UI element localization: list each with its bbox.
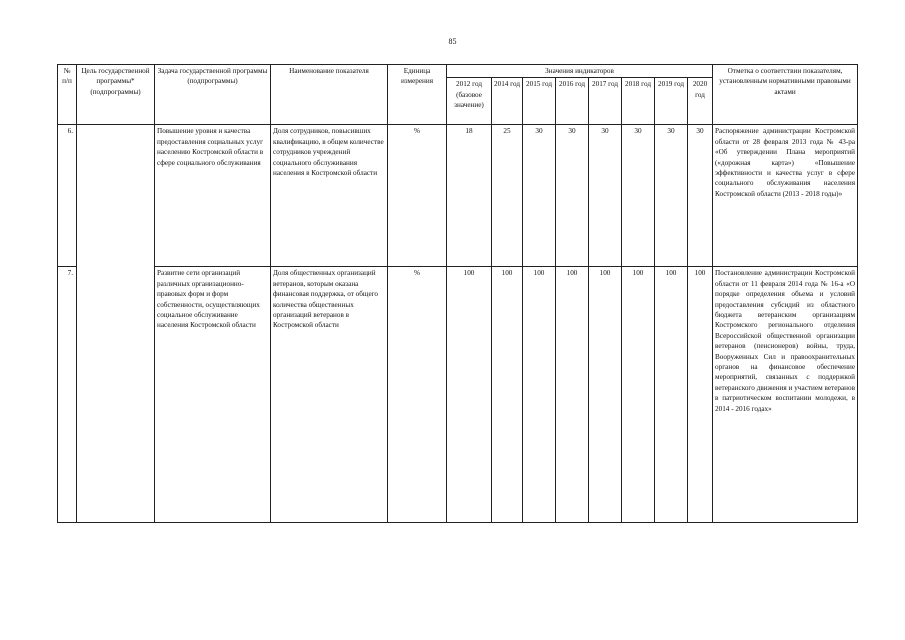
indicator-cell: Доля сотрудников, повысивших квалификацию, в общем количестве сотрудников учреждений социального обслуживания населения в Костромской области: [271, 125, 388, 267]
value-cell: 30: [589, 125, 622, 267]
value-cell: 100: [447, 267, 492, 523]
header-year: 2019 год: [655, 78, 688, 125]
value-cell: 100: [589, 267, 622, 523]
unit-cell: %: [388, 125, 447, 267]
table-row: [58, 267, 858, 523]
header-year: 2020 год: [688, 78, 713, 125]
value-cell: 30: [688, 125, 713, 267]
header-indicator: Наименование показателя: [271, 65, 388, 125]
value-cell: 100: [688, 267, 713, 523]
note-cell: Постановление администрации Костромской области от 11 февраля 2014 года № 16-а «О порядке определения объема и условий предоставления субсидий из областного бюджета ветеранским организациям Костромского регионального отделения Всероссийской общественной организации ветеранов (пенсионеров) войны, труда, Вооруженных Сил и правоохранительных органов на финансовое обеспечение мероприятий, связанных с поддержкой ветеранского движения и участием ветеранов в патриотическом воспитании молодежи, в 2014 - 2016 годах»: [713, 267, 858, 523]
task-cell: Развитие сети организаций различных организационно-правовых форм и форм собственности, осуществляющих социальное обслуживание населения Костромской области: [155, 267, 271, 523]
page-number: 85: [448, 37, 457, 46]
indicator-cell: Доля общественных организаций ветеранов, которым оказана финансовая поддержка, от общего количества общественных организаций ветеранов в Костромской области: [271, 267, 388, 523]
table-row: [58, 125, 858, 267]
header-year: 2014 год: [492, 78, 523, 125]
value-cell: 30: [622, 125, 655, 267]
indicators-table: [57, 64, 858, 523]
note-cell: Распоряжение администрации Костромской области от 28 февраля 2013 года № 43-ра «Об утверждении Плана мероприятий («дорожная карта») «Повышение эффективности и качества услуг в сфере социального обслуживания населения Костромской области (2013 - 2018 годы)»: [713, 125, 858, 267]
value-cell: 30: [556, 125, 589, 267]
row-number: 7.: [58, 267, 77, 523]
header-year: 2018 год: [622, 78, 655, 125]
goal-cell: [77, 125, 155, 523]
value-cell: 100: [622, 267, 655, 523]
header-year: 2012 год (базовое значение): [447, 78, 492, 125]
value-cell: 18: [447, 125, 492, 267]
header-values-group: Значения индикаторов: [447, 65, 713, 78]
header-unit: Единица измерения: [388, 65, 447, 125]
unit-cell: %: [388, 267, 447, 523]
value-cell: 30: [523, 125, 556, 267]
header-note: Отметка о соответствии показателям, установленным нормативными правовыми актами: [713, 65, 858, 125]
header-num: № п/п: [58, 65, 77, 125]
header-year: 2016 год: [556, 78, 589, 125]
header-row-top: [58, 65, 858, 78]
value-cell: 100: [556, 267, 589, 523]
header-year: 2017 год: [589, 78, 622, 125]
header-year: 2015 год: [523, 78, 556, 125]
header-goal: Цель государственной программы* (подпрограммы): [77, 65, 155, 125]
row-number: 6.: [58, 125, 77, 267]
value-cell: 100: [523, 267, 556, 523]
header-task: Задача государственной программы (подпрограммы): [155, 65, 271, 125]
value-cell: 100: [655, 267, 688, 523]
task-cell: Повышение уровня и качества предоставления социальных услуг населению Костромской области в сфере социального обслуживания: [155, 125, 271, 267]
value-cell: 100: [492, 267, 523, 523]
value-cell: 30: [655, 125, 688, 267]
value-cell: 25: [492, 125, 523, 267]
